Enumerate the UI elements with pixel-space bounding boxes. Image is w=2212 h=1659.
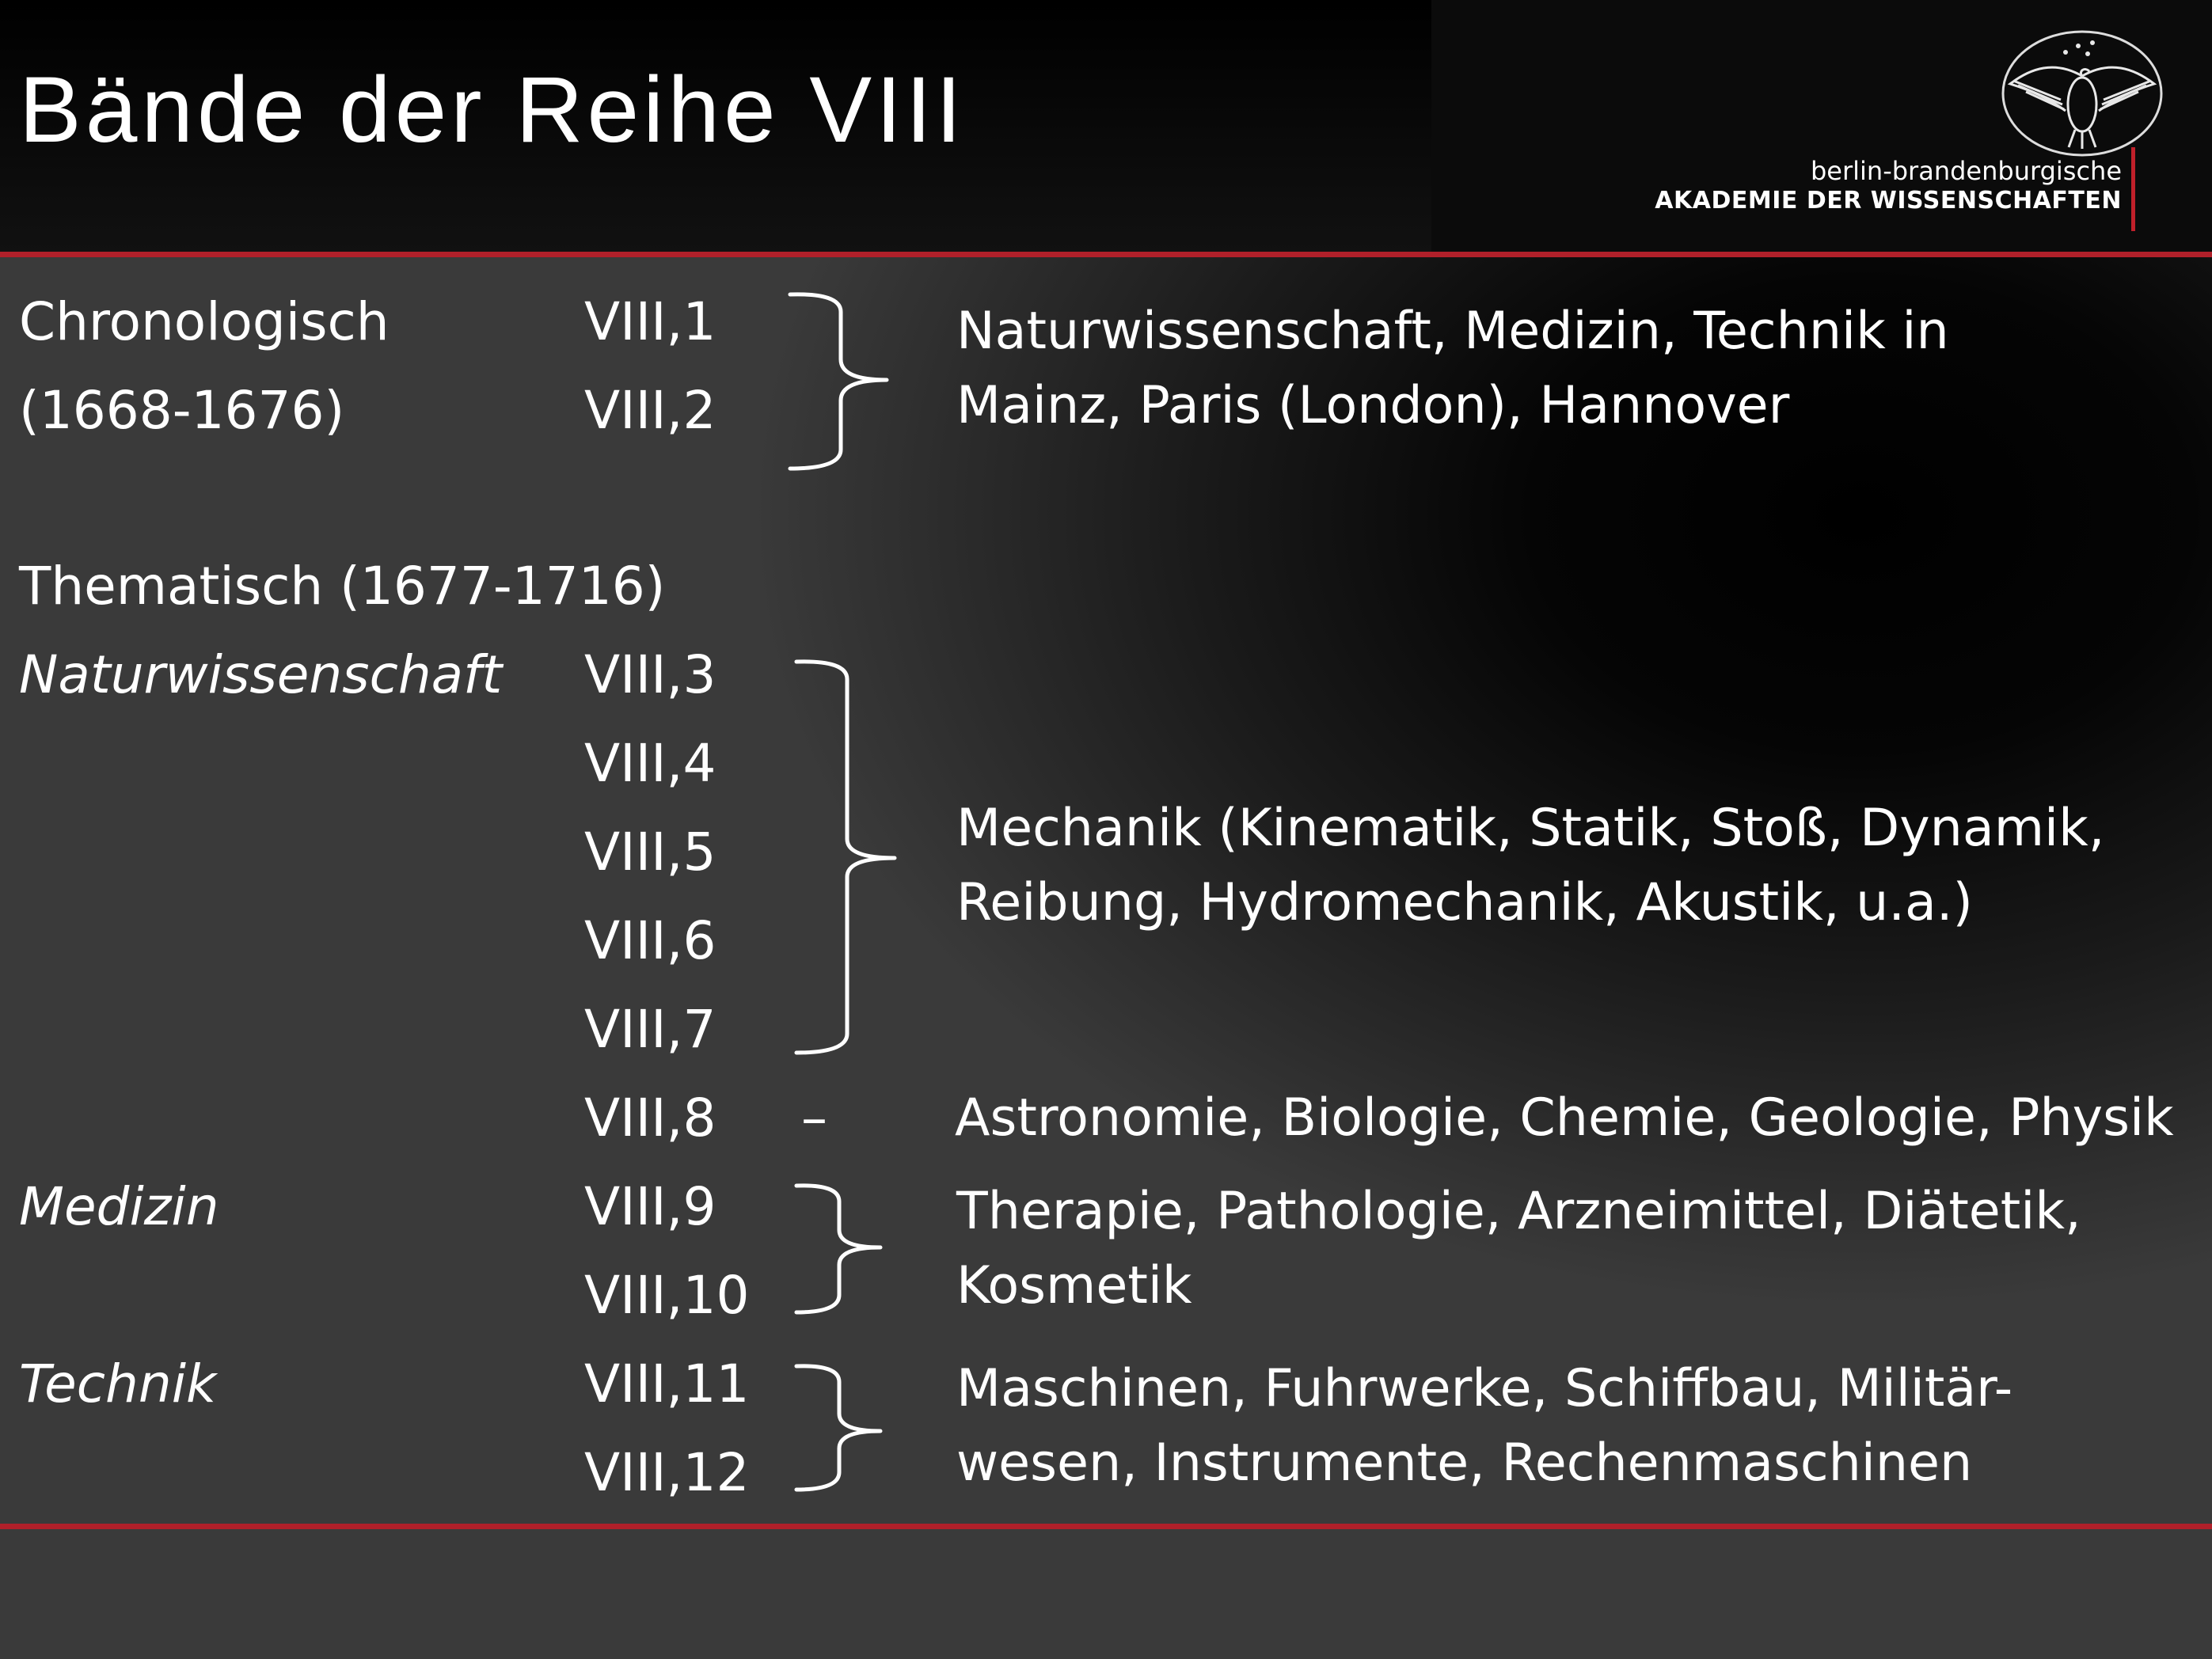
- technology-description-line1: Maschinen, Fuhrwerke, Schiffbau, Militär-: [956, 1359, 2013, 1418]
- chronological-range: (1668-1676): [19, 380, 345, 441]
- curly-brace-icon: [796, 662, 895, 1053]
- volume-label: VIII,5: [584, 822, 716, 883]
- volume-label: VIII,9: [584, 1176, 716, 1237]
- volume-8-description: Astronomie, Biologie, Chemie, Geologie, Physik: [955, 1088, 2174, 1148]
- medicine-description-line1: Therapie, Pathologie, Arzneimittel, Diätetik,: [956, 1182, 2081, 1241]
- volume-label: VIII,7: [584, 999, 716, 1060]
- dash-separator: –: [801, 1088, 827, 1148]
- curly-brace-icon: [796, 1366, 880, 1490]
- medicine-description-line2: Kosmetik: [956, 1256, 1192, 1315]
- technology-label: Technik: [19, 1353, 217, 1414]
- volume-label: VIII,10: [584, 1265, 750, 1326]
- bottom-divider: [0, 1524, 2212, 1529]
- chronological-description-line2: Mainz, Paris (London), Hannover: [956, 376, 1790, 435]
- logo-text-line1: berlin-brandenburgische: [1810, 156, 2122, 186]
- natural-science-description-line1: Mechanik (Kinematik, Statik, Stoß, Dynamik,: [956, 799, 2105, 858]
- page-title: Bände der Reihe VIII: [19, 58, 966, 162]
- natural-science-description-line2: Reibung, Hydromechanik, Akustik, u.a.): [956, 873, 1973, 932]
- volume-label: VIII,8: [584, 1088, 716, 1148]
- chronological-label: Chronologisch: [19, 291, 390, 352]
- volume-label: VIII,1: [584, 291, 716, 352]
- logo-text-line2: AKADEMIE DER WISSENSCHAFTEN: [1655, 187, 2122, 214]
- volume-label: VIII,4: [584, 733, 716, 794]
- volume-label: VIII,11: [584, 1353, 750, 1414]
- chronological-description-line1: Naturwissenschaft, Medizin, Technik in: [956, 302, 1949, 361]
- natural-science-label: Naturwissenschaft: [19, 644, 503, 705]
- curly-brace-icon: [790, 294, 887, 469]
- volume-label: VIII,6: [584, 910, 716, 971]
- volume-label: VIII,12: [584, 1442, 750, 1503]
- volume-label: VIII,2: [584, 380, 716, 441]
- curly-brace-icon: [796, 1186, 880, 1312]
- thematic-heading: Thematisch (1677-1716): [19, 556, 666, 617]
- technology-description-line2: wesen, Instrumente, Rechenmaschinen: [956, 1433, 1973, 1493]
- volume-label: VIII,3: [584, 644, 716, 705]
- medicine-label: Medizin: [19, 1176, 219, 1237]
